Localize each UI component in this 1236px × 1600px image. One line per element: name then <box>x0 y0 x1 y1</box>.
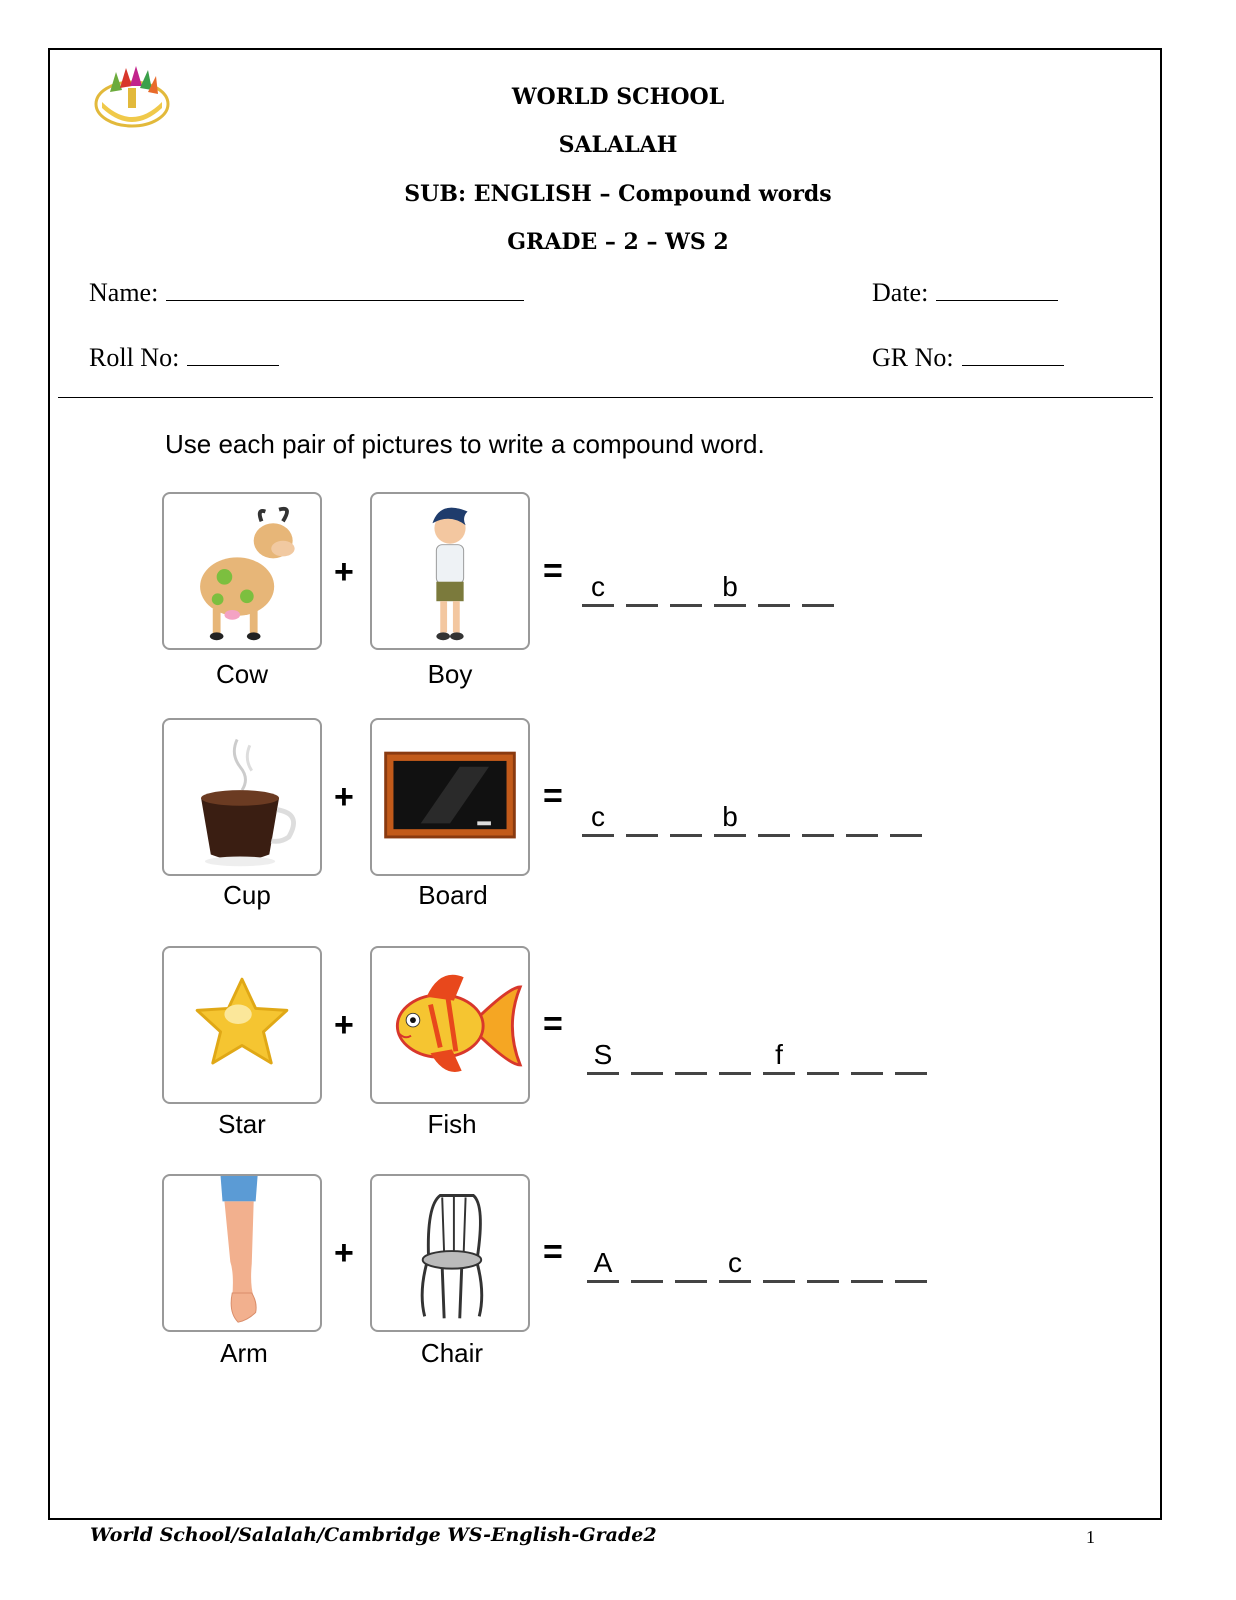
boy-picture <box>370 492 530 650</box>
arm-label: Arm <box>220 1338 268 1368</box>
letter-slot[interactable] <box>670 570 702 607</box>
fish-label: Fish <box>427 1109 477 1139</box>
letter-slot[interactable] <box>807 1246 839 1283</box>
star-label: Star <box>218 1109 266 1139</box>
answer-blanks[interactable] <box>582 570 846 607</box>
letter-slot[interactable] <box>802 570 834 607</box>
gr-line[interactable] <box>962 341 1064 366</box>
letter-slot[interactable] <box>890 800 922 837</box>
gr-field[interactable] <box>872 341 1064 373</box>
letter-slot[interactable]: c <box>582 800 614 837</box>
school-name: WORLD SCHOOL <box>511 84 725 110</box>
chair-picture <box>370 1174 530 1332</box>
roll-line[interactable] <box>187 341 279 366</box>
date-line[interactable] <box>936 276 1058 301</box>
grade-title: GRADE – 2 – WS 2 <box>507 229 729 255</box>
letter-slot[interactable] <box>758 570 790 607</box>
letter-slot[interactable] <box>802 800 834 837</box>
date-field[interactable] <box>872 276 1058 308</box>
board-picture <box>370 718 530 876</box>
cup-picture <box>162 718 322 876</box>
name-line[interactable] <box>166 276 524 301</box>
roll-field[interactable] <box>89 341 279 373</box>
cup-label: Cup <box>223 880 271 910</box>
cow-picture <box>162 492 322 650</box>
name-field[interactable] <box>89 276 524 308</box>
letter-slot[interactable]: f <box>763 1038 795 1075</box>
plus-sign: + <box>334 778 354 816</box>
footer-text: World School/Salalah/Cambridge WS-English-Grade2 <box>90 1524 657 1546</box>
letter-slot[interactable] <box>763 1246 795 1283</box>
letter-slot[interactable] <box>675 1246 707 1283</box>
letter-slot[interactable] <box>758 800 790 837</box>
letter-slot[interactable]: b <box>714 800 746 837</box>
letter-slot[interactable] <box>807 1038 839 1075</box>
answer-blanks[interactable] <box>587 1246 939 1283</box>
letter-slot[interactable] <box>719 1038 751 1075</box>
plus-sign: + <box>334 1006 354 1044</box>
letter-slot[interactable]: c <box>582 570 614 607</box>
equals-sign: = <box>543 1005 563 1043</box>
boy-label: Boy <box>427 659 473 689</box>
plus-sign: + <box>334 553 354 591</box>
answer-blanks[interactable] <box>582 800 934 837</box>
letter-slot[interactable] <box>626 800 658 837</box>
letter-slot[interactable]: c <box>719 1246 751 1283</box>
letter-slot[interactable] <box>895 1038 927 1075</box>
letter-slot[interactable] <box>851 1038 883 1075</box>
letter-slot[interactable] <box>670 800 702 837</box>
letter-slot[interactable]: A <box>587 1246 619 1283</box>
roll-label: Roll No: <box>89 343 180 372</box>
date-label: Date: <box>872 278 929 307</box>
letter-slot[interactable]: S <box>587 1038 619 1075</box>
letter-slot[interactable] <box>626 570 658 607</box>
page-number: 1 <box>1086 1527 1095 1547</box>
name-label: Name: <box>89 278 159 307</box>
plus-sign: + <box>334 1234 354 1272</box>
school-city: SALALAH <box>558 132 678 158</box>
letter-slot[interactable] <box>846 800 878 837</box>
answer-blanks[interactable] <box>587 1038 939 1075</box>
letter-slot[interactable] <box>851 1246 883 1283</box>
fish-picture <box>370 946 530 1104</box>
letter-slot[interactable] <box>631 1246 663 1283</box>
header-divider <box>58 397 1153 398</box>
instruction: Use each pair of pictures to write a compound word. <box>165 429 765 459</box>
letter-slot[interactable]: b <box>714 570 746 607</box>
equals-sign: = <box>543 1233 563 1271</box>
subject-title: SUB: ENGLISH – Compound words <box>404 181 832 207</box>
chair-label: Chair <box>420 1338 484 1368</box>
cow-label: Cow <box>215 659 268 689</box>
letter-slot[interactable] <box>631 1038 663 1075</box>
gr-label: GR No: <box>872 343 954 372</box>
arm-picture <box>162 1174 322 1332</box>
star-picture <box>162 946 322 1104</box>
letter-slot[interactable] <box>675 1038 707 1075</box>
equals-sign: = <box>543 777 563 815</box>
letter-slot[interactable] <box>895 1246 927 1283</box>
equals-sign: = <box>543 552 563 590</box>
board-label: Board <box>418 880 488 910</box>
